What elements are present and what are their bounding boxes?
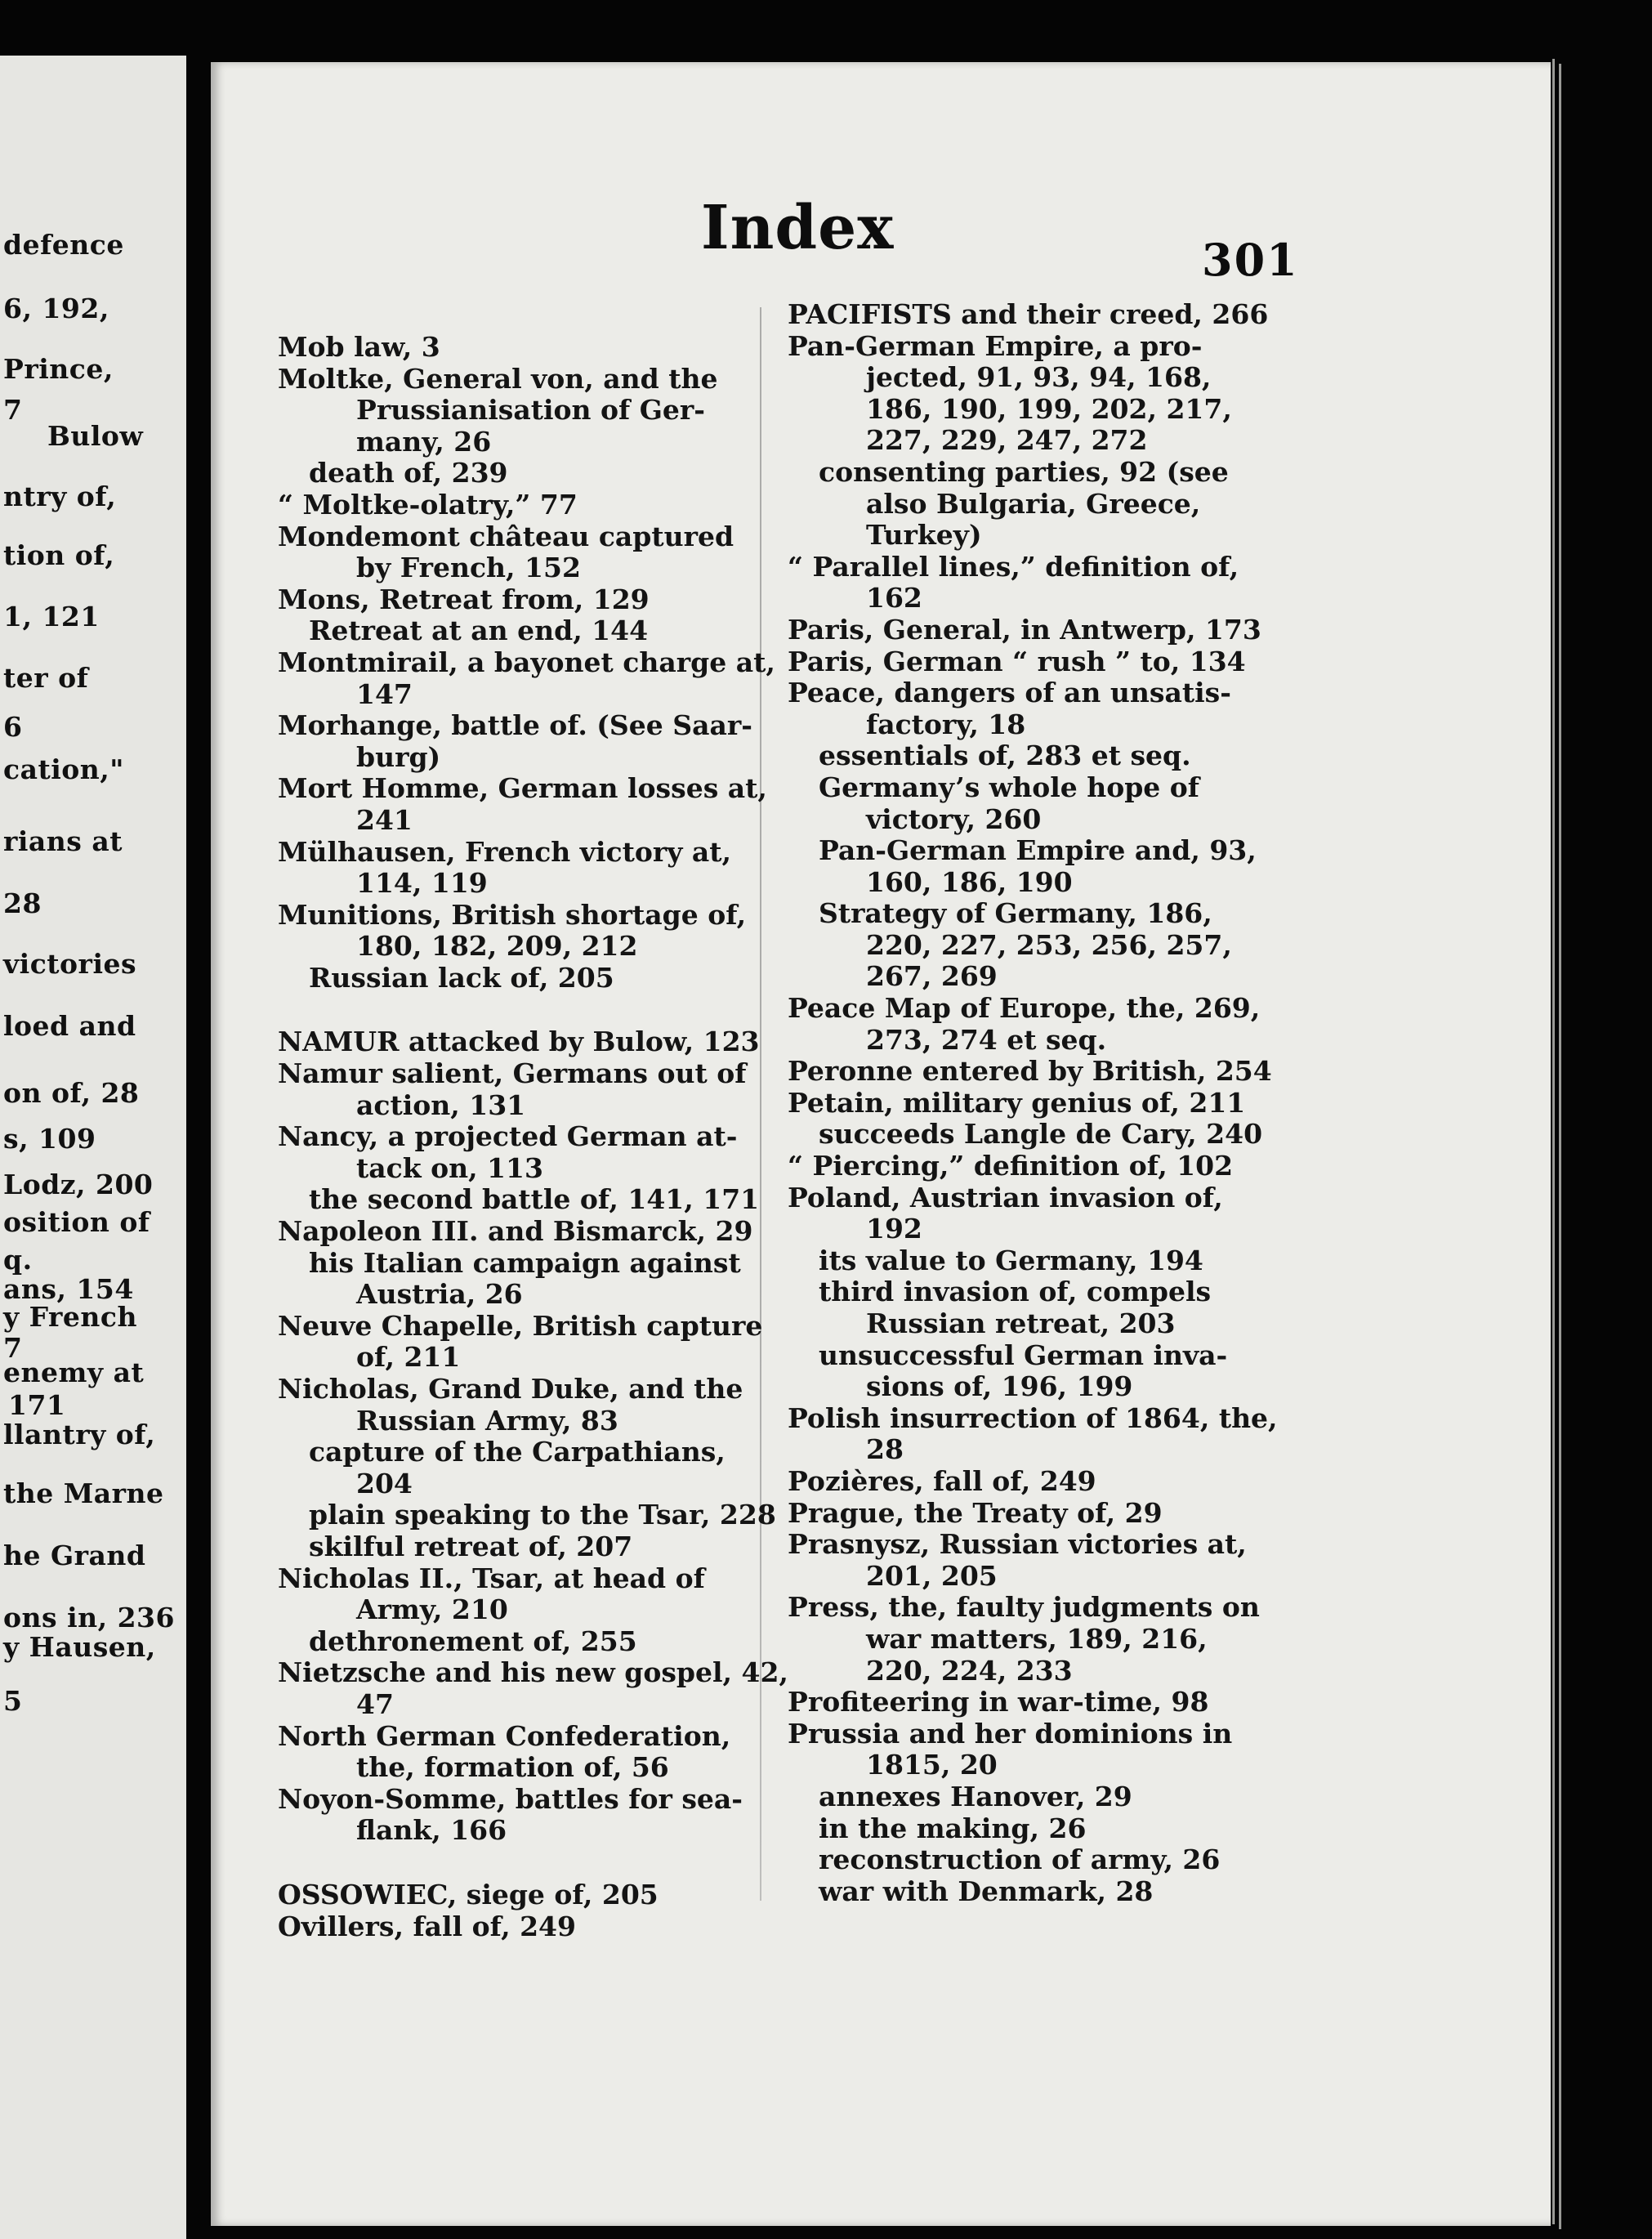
facing-page-text: 1, 121 [3,601,100,632]
index-column-right [788,299,1319,1907]
index-entry-continuation: 160, 186, 190 [866,865,1073,898]
facing-page-text: osition of [3,1206,150,1238]
index-entry-continuation: 204 [356,1467,413,1499]
facing-page-text: 7 [3,394,23,426]
index-entry: Munitions, British shortage of, [278,898,747,931]
index-entry-continuation: Austria, 26 [356,1278,523,1311]
index-entry-continuation: tack on, 113 [356,1151,543,1184]
index-entry-continuation: factory, 18 [866,708,1026,740]
index-entry: Mons, Retreat from, 129 [278,583,650,615]
index-entry: Peace Map of Europe, the, 269, [788,992,1261,1025]
index-entry: Moltke, General von, and the [278,362,718,395]
index-entry: Prussia and her dominions in [788,1717,1233,1750]
index-column-left [278,332,809,1942]
index-entry-continuation: also Bulgaria, Greece, [866,487,1201,520]
facing-page-text: 5 [3,1685,23,1717]
index-entry: PACIFISTS and their creed, 266 [788,298,1269,330]
index-entry-continuation: 201, 205 [866,1559,998,1592]
index-entry: Pozières, fall of, 249 [788,1464,1096,1497]
index-entry-continuation: 47 [356,1687,394,1720]
index-entry: Namur salient, Germans out of [278,1057,747,1090]
index-entry-continuation: 28 [866,1433,904,1466]
index-entry-continuation: jected, 91, 93, 94, 168, [866,361,1212,394]
index-entry: Nietzsche and his new gospel, 42, [278,1656,788,1689]
index-entry-continuation: by French, 152 [356,552,581,584]
index-entry-continuation: 241 [356,803,413,836]
index-entry-continuation: 147 [356,677,413,710]
index-entry: Poland, Austrian invasion of, [788,1181,1223,1213]
index-entry-continuation: Turkey) [866,519,982,552]
section-gap [278,1847,809,1879]
index-entry: Nicholas, Grand Duke, and the [278,1373,743,1405]
index-entry-continuation: many, 26 [356,425,492,458]
index-entry-continuation: 227, 229, 247, 272 [866,424,1148,457]
index-entry-continuation: victory, 260 [866,802,1042,835]
index-entry-continuation: 162 [866,582,922,614]
index-entry: Prague, the Treaty of, 29 [788,1496,1163,1529]
index-entry-continuation: reconstruction of army, 26 [819,1843,1221,1876]
index-entry-continuation: third invasion of, compels [819,1276,1212,1308]
index-entry: Pan-German Empire, a pro- [788,329,1203,362]
index-entry: Ovillers, fall of, 249 [278,1910,576,1942]
index-entry: Profiteering in war-time, 98 [788,1686,1209,1718]
index-entry: “ Parallel lines,” definition of, [788,550,1239,583]
index-entry-continuation: Pan-German Empire and, 93, [819,834,1257,867]
index-entry-continuation: succeeds Langle de Cary, 240 [819,1118,1263,1151]
facing-page-text: Prince, [3,353,114,385]
index-entry: Montmirail, a bayonet charge at, [278,646,775,678]
index-entry-continuation: Army, 210 [356,1593,508,1626]
index-entry: OSSOWIEC, siege of, 205 [278,1878,659,1911]
index-entry-continuation: plain speaking to the Tsar, 228 [309,1499,776,1531]
index-entry: Paris, General, in Antwerp, 173 [788,613,1261,646]
page-stack-edge [1552,59,1555,2224]
index-entry: Noyon-Somme, battles for sea- [278,1782,743,1815]
index-entry-continuation: 186, 190, 199, 202, 217, [866,392,1232,425]
index-page [211,62,1551,2226]
index-entry-continuation: essentials of, 283 et seq. [819,740,1191,772]
facing-page-text: 171 [8,1389,66,1421]
index-entry: Nancy, a projected German at- [278,1120,738,1153]
index-entry-continuation: action, 131 [356,1088,526,1121]
facing-page-text: ter of [3,662,89,694]
facing-page-text: cation," [3,753,124,785]
index-entry-continuation: Russian lack of, 205 [309,961,614,994]
index-entry-continuation: Strategy of Germany, 186, [819,897,1212,930]
section-gap [278,994,809,1026]
facing-page-text: defence [3,229,124,261]
index-entry: Prasnysz, Russian victories at, [788,1528,1247,1561]
facing-page-fragment [0,56,186,2239]
facing-page-text: Bulow [47,420,144,452]
facing-page-text: y Hausen, [3,1631,156,1663]
facing-page-text: y French [3,1301,137,1333]
facing-page-text: 6 [3,711,23,743]
index-entry-continuation: 180, 182, 209, 212 [356,930,638,963]
facing-page-text: s, 109 [3,1123,96,1155]
index-entry: Peace, dangers of an unsatis- [788,677,1231,709]
facing-page-text: on of, 28 [3,1077,140,1109]
index-entry-continuation: 220, 227, 253, 256, 257, [866,928,1232,961]
facing-page-text: ntry of, [3,480,117,512]
index-entry-continuation: annexes Hanover, 29 [819,1780,1132,1812]
index-entry-continuation: unsuccessful German inva- [819,1338,1228,1371]
index-entry-continuation: the second battle of, 141, 171 [309,1183,760,1216]
index-entry: Mondemont château captured [278,520,734,552]
page-stack-edge [1559,64,1561,2229]
facing-page-text: 7 [3,1332,23,1364]
facing-page-text: he Grand [3,1540,146,1571]
facing-page-text: Lodz, 200 [3,1169,154,1200]
index-entry-continuation: burg) [356,740,441,773]
index-entry-continuation: 220, 224, 233 [866,1654,1073,1687]
index-entry-continuation: Russian retreat, 203 [866,1307,1176,1339]
index-entry-continuation: consenting parties, 92 (see [819,455,1229,488]
facing-page-text: llantry of, [3,1419,156,1450]
index-entry-continuation: of, 211 [356,1341,461,1374]
index-entry: Neuve Chapelle, British capture [278,1309,763,1342]
index-entry: Mort Homme, German losses at, [278,772,767,805]
index-entry-continuation: in the making, 26 [819,1812,1087,1844]
index-entry: “ Moltke-olatry,” 77 [278,488,578,521]
index-entry-continuation: its value to Germany, 194 [819,1244,1203,1276]
index-entry-continuation: death of, 239 [309,457,508,489]
index-entry-continuation: sions of, 196, 199 [866,1370,1133,1403]
index-entry-continuation: war matters, 189, 216, [866,1622,1208,1655]
index-entry: Peronne entered by British, 254 [788,1055,1272,1088]
index-entry-continuation: his Italian campaign against [309,1246,741,1279]
index-entry: NAMUR attacked by Bulow, 123 [278,1026,760,1058]
page-title: Index [701,193,895,263]
index-entry-continuation: Russian Army, 83 [356,1404,618,1437]
index-entry-continuation: Germany’s whole hope of [819,771,1199,803]
index-entry-continuation: 267, 269 [866,960,998,993]
facing-page-text: ans, 154 [3,1273,134,1305]
page-number: 301 [1202,234,1299,286]
index-entry: North German Confederation, [278,1719,731,1752]
index-entry-continuation: 273, 274 et seq. [866,1023,1107,1056]
index-entry-continuation: war with Denmark, 28 [819,1875,1154,1907]
facing-page-text: enemy at [3,1356,145,1388]
facing-page-text: loed and [3,1010,136,1042]
index-entry-continuation: the, formation of, 56 [356,1751,669,1784]
index-entry-continuation: 114, 119 [356,867,488,900]
facing-page-text: 6, 192, [3,293,109,324]
index-entry-continuation: skilful retreat of, 207 [309,1530,633,1562]
index-entry-continuation: capture of the Carpathians, [309,1436,726,1468]
index-entry: Mob law, 3 [278,331,440,363]
facing-page-text: q. [3,1244,33,1276]
index-entry-continuation: flank, 166 [356,1814,507,1847]
index-entry: Napoleon III. and Bismarck, 29 [278,1215,753,1248]
facing-page-text: tion of, [3,539,115,571]
index-entry-continuation: 1815, 20 [866,1749,998,1781]
facing-page-text: 28 [3,887,42,919]
index-entry: “ Piercing,” definition of, 102 [788,1150,1234,1182]
index-entry-continuation: Prussianisation of Ger- [356,394,705,427]
index-entry: Morhange, battle of. (See Saar- [278,709,752,742]
facing-page-text: victories [3,948,137,980]
index-entry: Paris, German “ rush ” to, 134 [788,645,1246,677]
index-entry: Nicholas II., Tsar, at head of [278,1562,705,1594]
facing-page-text: ons in, 236 [3,1602,175,1633]
facing-page-text: the Marne [3,1477,164,1509]
facing-page-text: rians at [3,825,123,857]
index-entry: Polish insurrection of 1864, the, [788,1401,1278,1434]
index-entry: Press, the, faulty judgments on [788,1591,1260,1624]
index-entry: Petain, military genius of, 211 [788,1086,1246,1119]
index-entry-continuation: Retreat at an end, 144 [309,614,649,647]
index-entry-continuation: dethronement of, 255 [309,1625,637,1657]
index-entry: Mülhausen, French victory at, [278,835,731,868]
index-entry-continuation: 192 [866,1213,922,1245]
